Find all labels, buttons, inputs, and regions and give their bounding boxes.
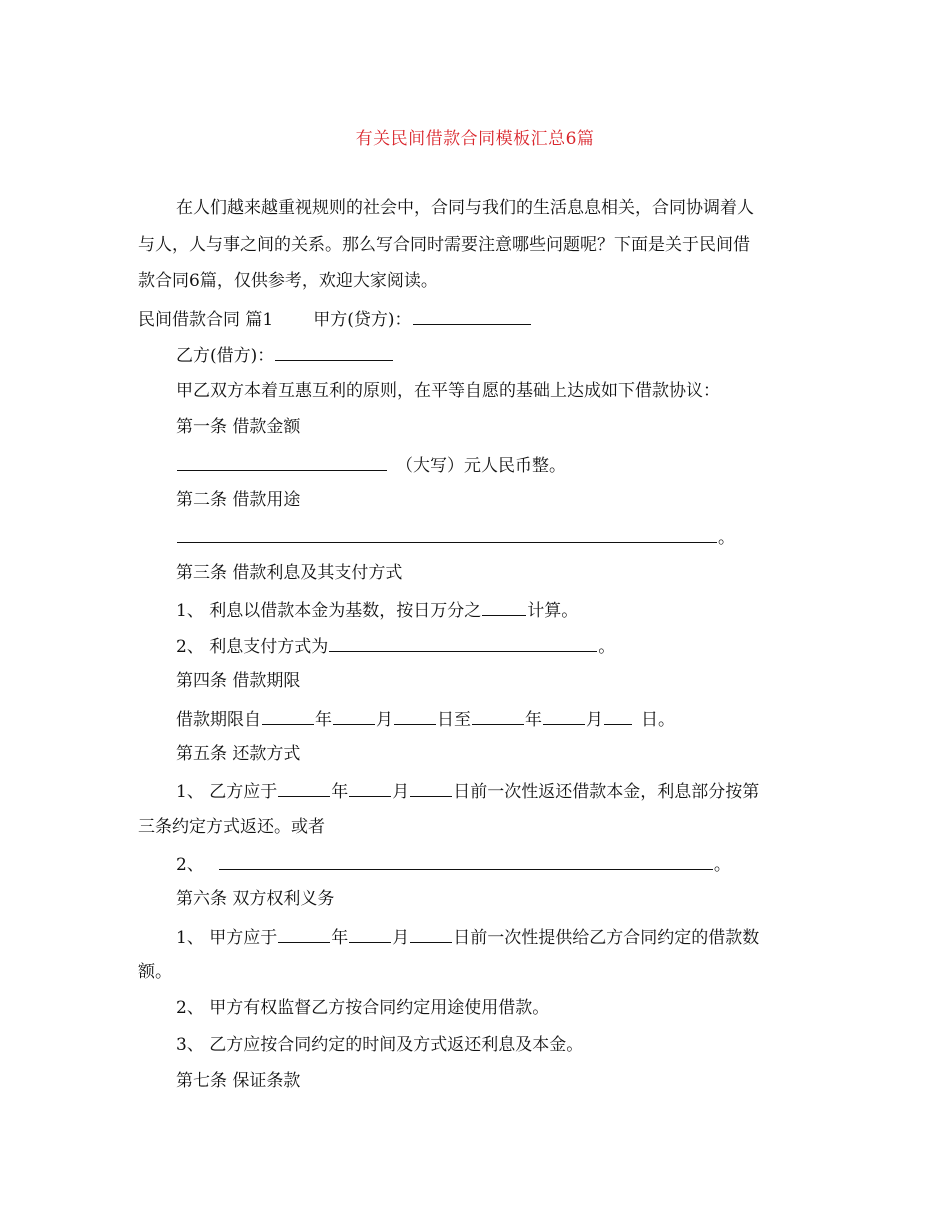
- preamble: 甲乙双方本着互惠互利的原则，在平等自愿的基础上达成如下借款协议：: [176, 381, 720, 401]
- article-3-item-2: [176, 633, 615, 659]
- document-title: 有关民间借款合同模板汇总6篇: [355, 129, 595, 149]
- article-3-item-2-text: 2、 利息支付方式为: [176, 637, 329, 657]
- party-b-line: [176, 342, 394, 368]
- provide-year-blank: [278, 924, 330, 943]
- article-1-line: [176, 452, 566, 478]
- month-label-2: 月: [586, 710, 603, 730]
- start-month-blank: [333, 706, 375, 725]
- article-6-item-3: 3、 乙方应按合同约定的时间及方式返还利息及本金。: [176, 1035, 584, 1055]
- article-5-item-1-text: 1、 乙方应于: [176, 782, 278, 802]
- section-heading-line: [138, 306, 532, 332]
- party-b-blank: [275, 342, 393, 361]
- article-3-item-2-end: 。: [598, 637, 616, 657]
- article-6-item-1-cont: 额。: [138, 962, 172, 982]
- repay-month-label: 月: [392, 782, 410, 802]
- article-6-item-1: [176, 924, 759, 950]
- article-3-item-1: [176, 597, 578, 623]
- article-6-item-1-rest: 日前一次性提供给乙方合同约定的借款数: [453, 928, 760, 948]
- repay-year-blank: [278, 778, 330, 797]
- end-day-blank: [604, 706, 632, 725]
- amount-suffix: （大写）元人民币整。: [396, 456, 566, 476]
- article-5-item-1: [176, 778, 759, 804]
- repay-month-blank: [349, 778, 391, 797]
- article-5-heading: 第五条 还款方式: [176, 744, 301, 764]
- start-day-blank: [394, 706, 436, 725]
- article-5-item-1-rest: 日前一次性返还借款本金，利息部分按第: [453, 782, 760, 802]
- party-a-blank: [413, 306, 531, 325]
- year-label: 年: [315, 710, 332, 730]
- article-3-item-1-end: 计算。: [527, 601, 579, 621]
- article-5-item-2: [176, 851, 731, 877]
- term-start-label: 借款期限自: [176, 710, 261, 730]
- article-7-heading: 第七条 保证条款: [176, 1071, 301, 1091]
- purpose-suffix: 。: [718, 528, 735, 548]
- repay-day-blank: [410, 778, 452, 797]
- day-end-label: 日。: [641, 710, 675, 730]
- article-4-term: [176, 706, 675, 732]
- party-b-label: 乙方(借方)：: [176, 346, 275, 366]
- article-2-heading: 第二条 借款用途: [176, 490, 301, 510]
- provide-year-label: 年: [331, 928, 349, 948]
- article-6-item-2: 2、 甲方有权监督乙方按合同约定用途使用借款。: [176, 998, 550, 1018]
- day-to-label: 日至: [437, 710, 471, 730]
- amount-blank: [177, 452, 387, 471]
- provide-month-label: 月: [392, 928, 410, 948]
- rate-blank: [482, 597, 526, 616]
- article-2-line: [176, 524, 735, 550]
- start-year-blank: [262, 706, 314, 725]
- section-heading: 民间借款合同 篇1: [138, 310, 274, 330]
- payment-method-blank: [329, 633, 597, 652]
- article-5-item-2-num: 2、: [176, 855, 204, 875]
- end-year-blank: [472, 706, 524, 725]
- year-label-2: 年: [525, 710, 542, 730]
- article-5-item-2-end: 。: [713, 855, 731, 875]
- intro-line-2: 与人，人与事之间的关系。那么写合同时需要注意哪些问题呢？下面是关于民间借: [138, 235, 750, 255]
- purpose-blank: [177, 524, 717, 543]
- article-4-heading: 第四条 借款期限: [176, 671, 301, 691]
- article-6-heading: 第六条 双方权利义务: [176, 889, 335, 909]
- article-3-item-1-text: 1、 利息以借款本金为基数，按日万分之: [176, 601, 482, 621]
- article-1-heading: 第一条 借款金额: [176, 417, 301, 437]
- article-6-item-1-text: 1、 甲方应于: [176, 928, 278, 948]
- article-5-item-1-cont: 三条约定方式返还。或者: [138, 817, 325, 837]
- alt-repay-blank: [219, 851, 713, 870]
- intro-line-1: 在人们越来越重视规则的社会中，合同与我们的生活息息相关，合同协调着人: [176, 198, 754, 218]
- month-label: 月: [376, 710, 393, 730]
- repay-year-label: 年: [331, 782, 349, 802]
- provide-month-blank: [349, 924, 391, 943]
- article-3-heading: 第三条 借款利息及其支付方式: [176, 563, 403, 583]
- end-month-blank: [543, 706, 585, 725]
- intro-line-3: 款合同6篇，仅供参考，欢迎大家阅读。: [138, 271, 438, 291]
- party-a-label: 甲方(贷方)：: [313, 310, 412, 330]
- provide-day-blank: [410, 924, 452, 943]
